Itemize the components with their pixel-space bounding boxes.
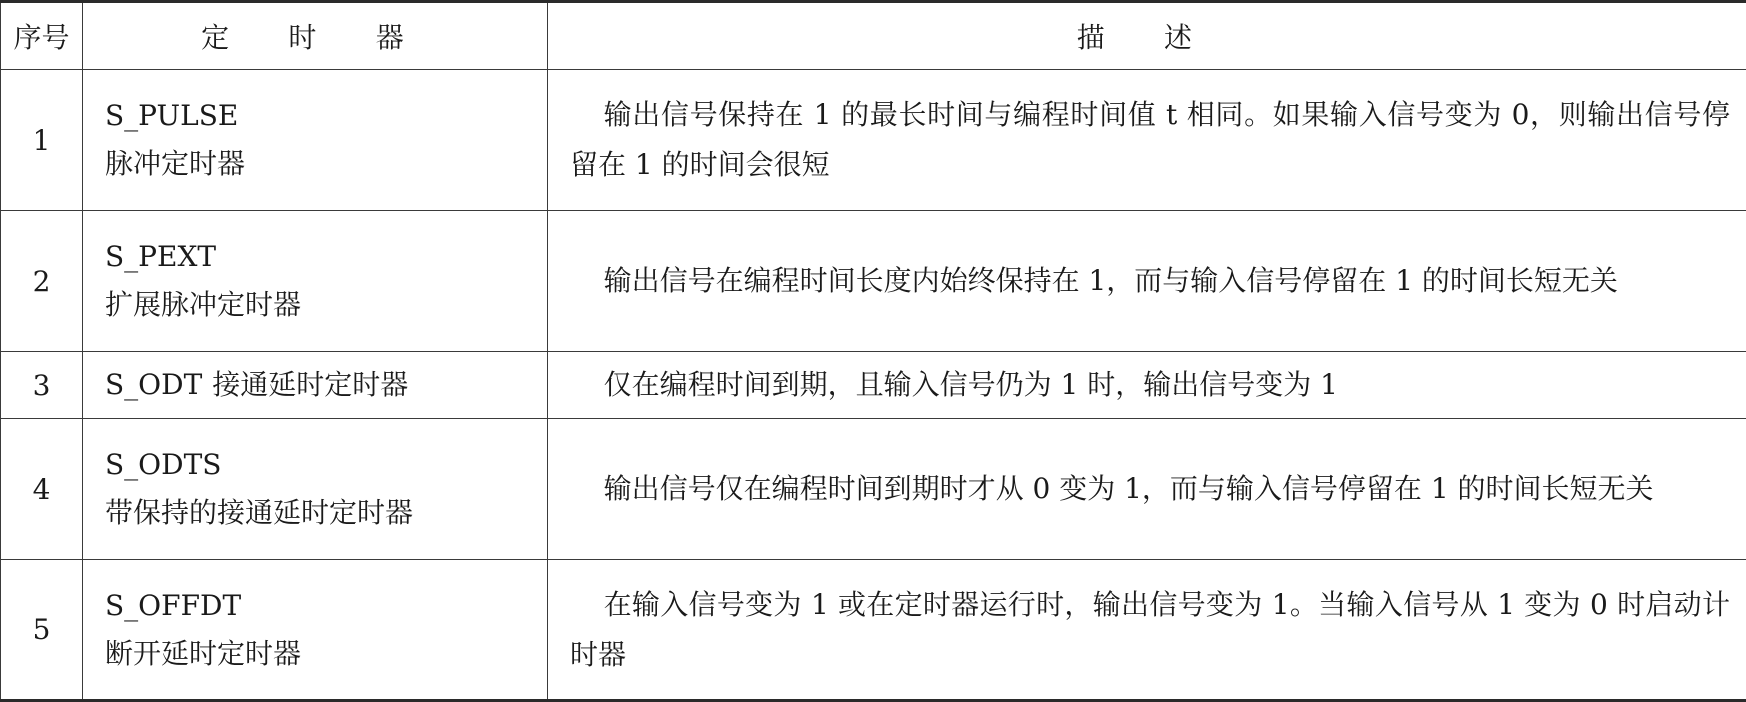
timer-cell xyxy=(83,211,548,352)
row-number: 4 xyxy=(1,419,83,560)
timer-cell xyxy=(83,352,548,419)
timer-name: 带保持的接通延时定时器 xyxy=(105,489,547,537)
table-header xyxy=(1,2,1746,70)
description-cell: 输出信号仅在编程时间到期时才从 0 变为 1，而与输入信号停留在 1 的时间长短无关 xyxy=(548,419,1746,560)
row-number: 2 xyxy=(1,211,83,352)
timer-cell xyxy=(83,560,548,701)
table-row xyxy=(1,560,1746,701)
table-body xyxy=(1,70,1746,701)
header-no: 序号 xyxy=(1,2,83,70)
description-cell: 输出信号在编程时间长度内始终保持在 1，而与输入信号停留在 1 的时间长短无关 xyxy=(548,211,1746,352)
description-cell: 在输入信号变为 1 或在定时器运行时，输出信号变为 1。当输入信号从 1 变为 0 时启动计时器 xyxy=(548,560,1746,701)
timer-name: 扩展脉冲定时器 xyxy=(105,281,547,329)
table-row xyxy=(1,211,1746,352)
header-desc: 描 述 xyxy=(548,2,1746,70)
table-row xyxy=(1,352,1746,419)
timer-name: 接通延时定时器 xyxy=(212,368,408,401)
row-number: 3 xyxy=(1,352,83,419)
timer-code: S_ODT xyxy=(105,368,202,401)
timer-code: S_PULSE xyxy=(105,92,547,140)
description-cell: 输出信号保持在 1 的最长时间与编程时间值 t 相同。如果输入信号变为 0，则输出信号停留在 1 的时间会很短 xyxy=(548,70,1746,211)
header-row xyxy=(1,2,1746,70)
row-number: 5 xyxy=(1,560,83,701)
timer-name: 脉冲定时器 xyxy=(105,140,547,188)
timer-cell xyxy=(83,419,548,560)
header-timer: 定 时 器 xyxy=(83,2,548,70)
timer-code: S_PEXT xyxy=(105,233,547,281)
timer-name: 断开延时定时器 xyxy=(105,630,547,678)
description-cell: 仅在编程时间到期，且输入信号仍为 1 时，输出信号变为 1 xyxy=(548,352,1746,419)
timer-code: S_OFFDT xyxy=(105,582,547,630)
row-number: 1 xyxy=(1,70,83,211)
timer-cell xyxy=(83,70,548,211)
table-row xyxy=(1,70,1746,211)
timer-code: S_ODTS xyxy=(105,441,547,489)
table-row xyxy=(1,419,1746,560)
